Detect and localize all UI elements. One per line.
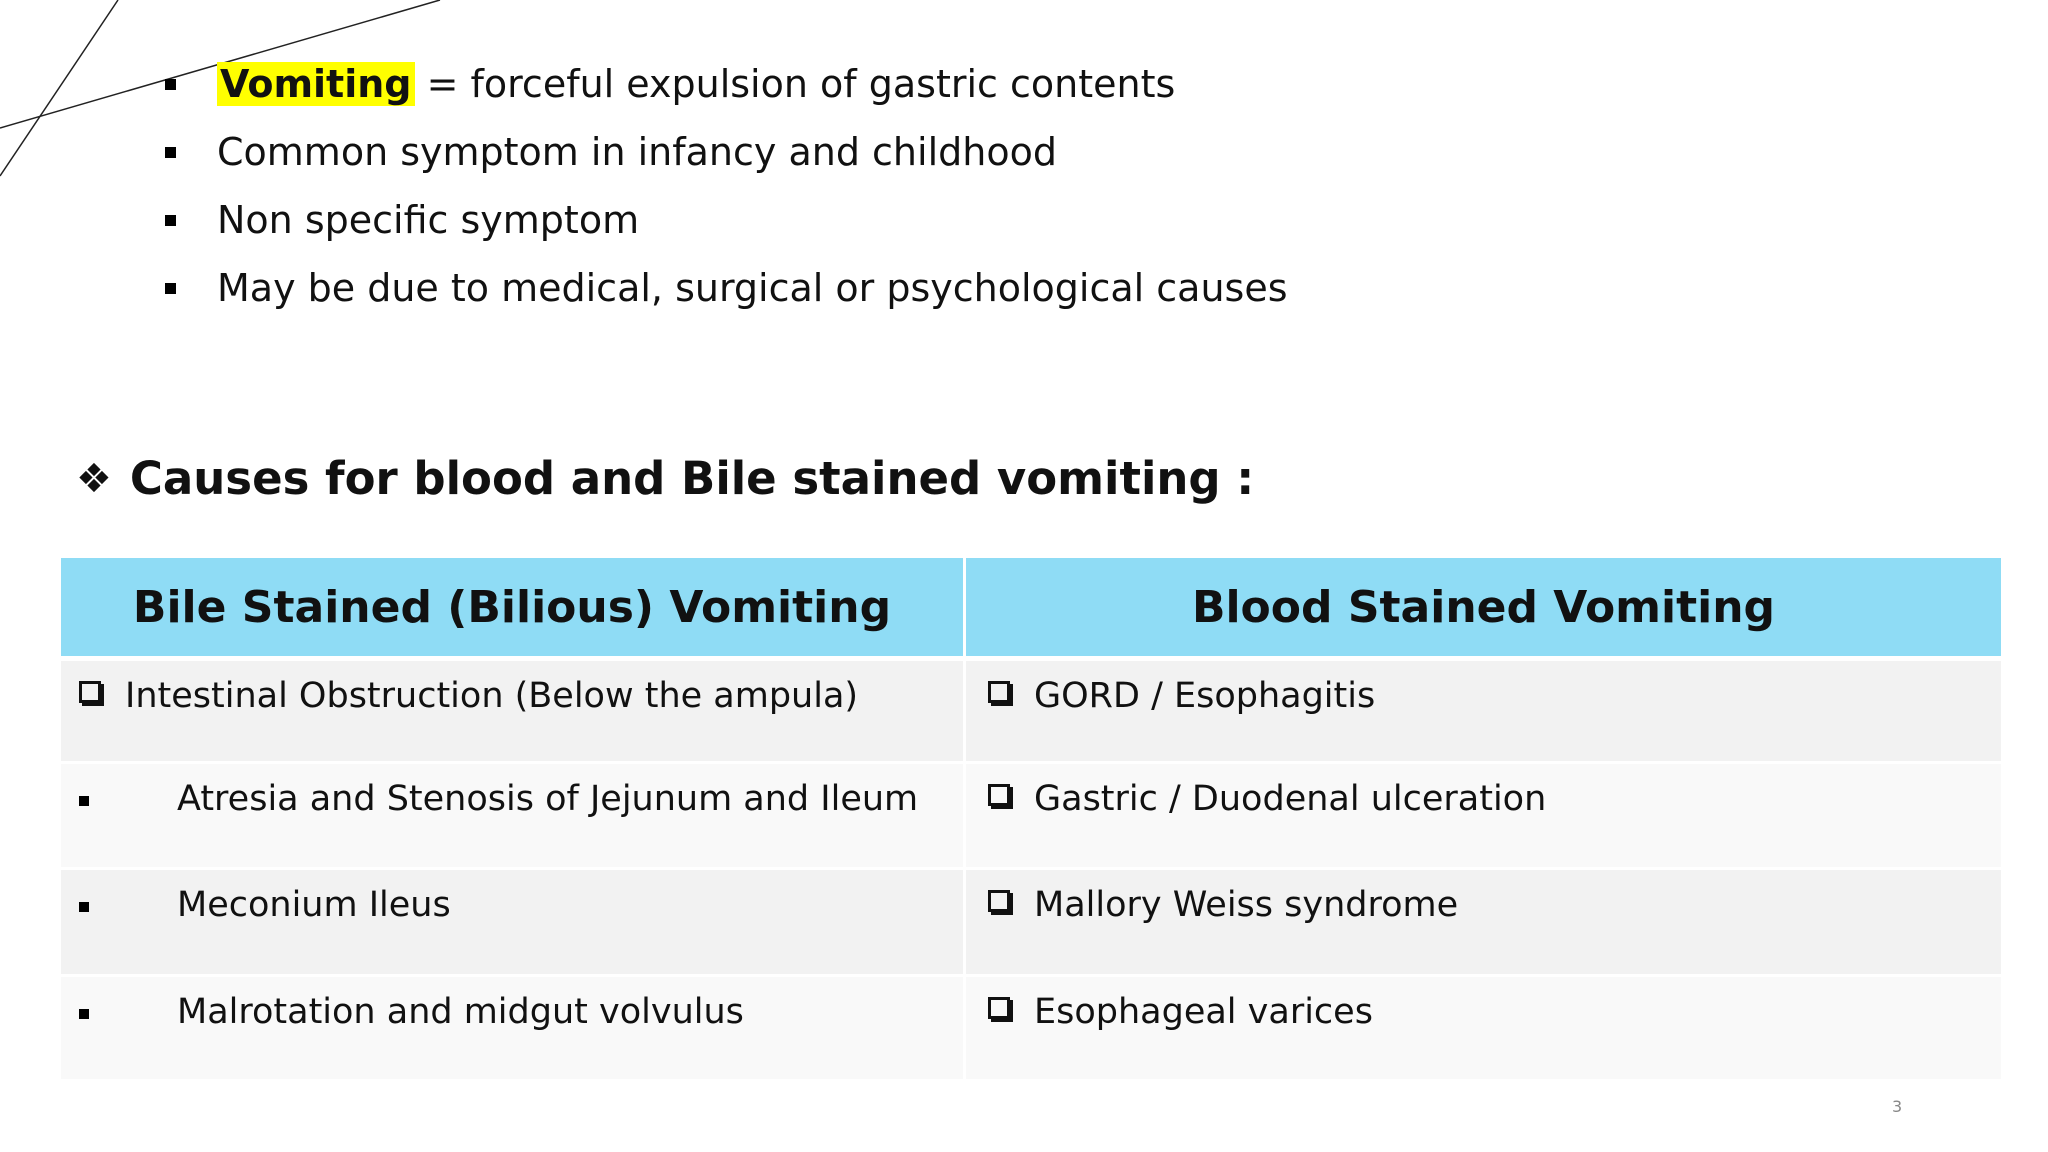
checkbox-bullet-icon xyxy=(988,681,1010,703)
section-heading xyxy=(76,452,1254,505)
cell-text: Atresia and Stenosis of Jejunum and Ileum xyxy=(177,779,919,819)
square-bullet-icon xyxy=(79,796,89,806)
table-cell xyxy=(61,867,966,974)
table-cell xyxy=(966,867,2001,974)
square-bullet-icon xyxy=(165,215,176,226)
diamond-bullet-icon: ❖ xyxy=(76,456,112,502)
square-bullet-icon xyxy=(79,902,89,912)
square-bullet-icon xyxy=(165,79,176,90)
bullet-item xyxy=(155,254,1288,322)
table-row xyxy=(61,656,2001,761)
table-row xyxy=(61,761,2001,867)
cell-text: Intestinal Obstruction (Below the ampula) xyxy=(125,676,859,716)
table-row xyxy=(61,867,2001,974)
bullet-text: Common symptom in infancy and childhood xyxy=(217,130,1057,174)
bullet-text: = forceful expulsion of gastric contents xyxy=(414,62,1176,106)
cell-text: Meconium Ileus xyxy=(177,885,451,925)
page-number: 3 xyxy=(1892,1097,1903,1116)
bullet-text: May be due to medical, surgical or psychological causes xyxy=(217,266,1288,310)
checkbox-bullet-icon xyxy=(79,681,101,703)
table-cell xyxy=(966,761,2001,867)
causes-table xyxy=(61,558,2001,1079)
checkbox-bullet-icon xyxy=(988,997,1010,1019)
square-bullet-icon xyxy=(165,283,176,294)
table-cell xyxy=(966,974,2001,1079)
cell-text: GORD / Esophagitis xyxy=(1034,676,1376,716)
section-heading-text: Causes for blood and Bile stained vomiting : xyxy=(129,452,1255,505)
table-cell xyxy=(61,761,966,867)
cell-text: Esophageal varices xyxy=(1034,992,1373,1032)
highlighted-term: Vomiting xyxy=(217,62,415,106)
column-header-bile: Bile Stained (Bilious) Vomiting xyxy=(61,558,966,656)
bullet-item xyxy=(155,118,1288,186)
table-cell xyxy=(61,974,966,1079)
square-bullet-icon xyxy=(79,1009,89,1019)
table-cell xyxy=(61,656,966,761)
bullet-item xyxy=(155,186,1288,254)
cell-text: Mallory Weiss syndrome xyxy=(1034,885,1459,925)
checkbox-bullet-icon xyxy=(988,890,1010,912)
table-row xyxy=(61,974,2001,1079)
bullet-list xyxy=(155,50,1288,322)
bullet-item xyxy=(155,50,1288,118)
table-cell xyxy=(966,656,2001,761)
checkbox-bullet-icon xyxy=(988,784,1010,806)
square-bullet-icon xyxy=(165,147,176,158)
bullet-text: Non specific symptom xyxy=(217,198,640,242)
cell-text: Gastric / Duodenal ulceration xyxy=(1034,779,1547,819)
column-header-blood: Blood Stained Vomiting xyxy=(966,558,2001,656)
table-header-row xyxy=(61,558,2001,656)
cell-text: Malrotation and midgut volvulus xyxy=(177,992,744,1032)
